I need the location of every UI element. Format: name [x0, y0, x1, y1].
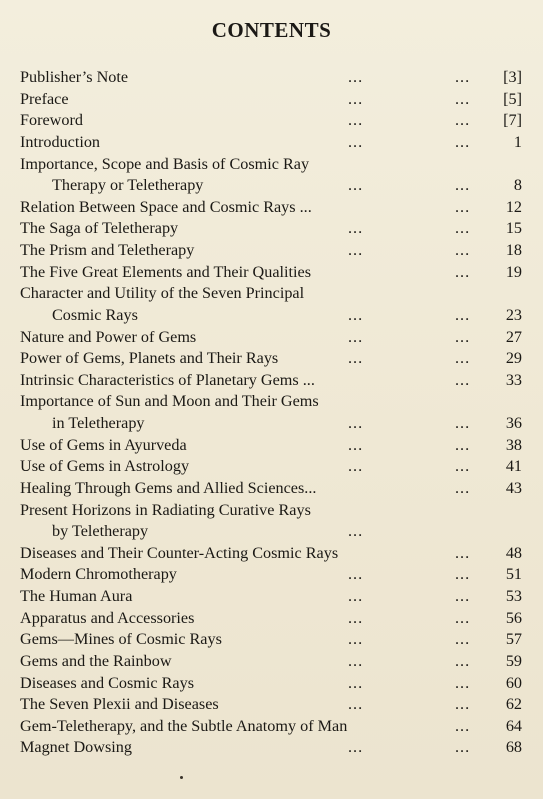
toc-title: Intrinsic Characteristics of Planetary Gems ... — [20, 370, 315, 389]
leader-dots: ... — [455, 695, 471, 714]
leader-dots: ... — [455, 111, 471, 130]
leader-dots: ... — [455, 132, 471, 151]
toc-row — [0, 262, 543, 284]
leader-dots: ... — [348, 349, 364, 368]
leader-dots: ... — [348, 738, 364, 757]
toc-row — [0, 716, 543, 738]
toc-page-number: 23 — [505, 305, 522, 324]
toc-title: in Teletherapy — [52, 414, 145, 432]
toc-page-number: 36 — [505, 414, 522, 432]
toc-row — [0, 175, 543, 197]
leader-dots: ... — [348, 608, 364, 627]
toc-row — [0, 586, 543, 608]
toc-row — [0, 564, 543, 586]
leader-dots: ... — [455, 435, 471, 454]
toc-row — [0, 629, 543, 651]
toc-page-number: 27 — [505, 327, 522, 346]
toc-title: Importance of Sun and Moon and Their Gems — [20, 392, 319, 411]
toc-page-number: 41 — [505, 457, 522, 476]
leader-dots: ... — [455, 176, 471, 195]
toc-row — [0, 110, 543, 132]
toc-row — [0, 327, 543, 349]
toc-title: Present Horizons in Radiating Curative Rays — [20, 500, 311, 519]
toc-title: The Human Aura — [20, 587, 133, 605]
leader-dots: ... — [455, 219, 471, 238]
toc-title: Modern Chromotherapy — [20, 565, 177, 584]
leader-dots: ... — [455, 349, 471, 368]
leader-dots: ... — [455, 197, 471, 216]
leader-dots: ... — [455, 651, 471, 670]
toc-page-number: 62 — [505, 695, 522, 714]
toc-row — [0, 673, 543, 695]
toc-title: Diseases and Cosmic Rays — [20, 673, 194, 692]
leader-dots: ... — [455, 305, 471, 324]
leader-dots: ... — [455, 738, 471, 757]
toc-row — [0, 89, 543, 111]
toc-row — [0, 67, 543, 89]
toc-row — [0, 391, 543, 413]
toc-title: Relation Between Space and Cosmic Rays ... — [20, 197, 312, 216]
print-speck — [180, 776, 183, 779]
toc-row — [0, 197, 543, 219]
leader-dots: ... — [455, 565, 471, 584]
toc-title: The Seven Plexii and Diseases — [20, 695, 219, 714]
leader-dots: ... — [348, 673, 364, 692]
toc-row — [0, 283, 543, 305]
leader-dots: ... — [348, 630, 364, 649]
toc-title: Magnet Dowsing — [20, 738, 132, 757]
toc-title: Apparatus and Accessories — [20, 608, 195, 627]
toc-title: Importance, Scope and Basis of Cosmic Ray — [20, 154, 310, 173]
toc-title: Foreword — [20, 111, 83, 130]
toc-title: Healing Through Gems and Allied Sciences... — [20, 478, 317, 497]
leader-dots: ... — [455, 673, 471, 692]
leader-dots: ... — [348, 435, 364, 454]
toc-title: Cosmic Rays — [52, 305, 138, 324]
toc-page-number: 51 — [505, 565, 522, 584]
leader-dots: ... — [455, 327, 471, 346]
leader-dots: ... — [348, 132, 364, 151]
toc-page-number: 12 — [505, 197, 522, 216]
leader-dots: ... — [348, 414, 364, 432]
leader-dots: ... — [455, 716, 471, 735]
leader-dots: ... — [455, 262, 471, 281]
toc-page-number: 68 — [505, 738, 522, 757]
leader-dots: ... — [348, 327, 364, 346]
toc-row — [0, 240, 543, 262]
toc-title: Preface — [20, 89, 69, 108]
toc-page-number: 59 — [505, 651, 522, 670]
toc-row — [0, 521, 543, 543]
leader-dots: ... — [348, 565, 364, 584]
leader-dots: ... — [455, 630, 471, 649]
leader-dots: ... — [348, 522, 364, 541]
toc-row — [0, 218, 543, 240]
toc-page-number: 8 — [513, 176, 522, 195]
toc-page-number: 53 — [505, 587, 522, 605]
toc-title: Gems and the Rainbow — [20, 651, 172, 670]
toc-page-number: 1 — [513, 132, 522, 151]
toc-page-number: 33 — [505, 370, 522, 389]
leader-dots: ... — [348, 176, 364, 195]
contents-heading: CONTENTS — [211, 18, 332, 42]
leader-dots: ... — [455, 587, 471, 605]
toc-title: Publisher’s Note — [20, 68, 129, 86]
toc-title: Gems—Mines of Cosmic Rays — [20, 630, 222, 649]
toc-page-number: 56 — [505, 608, 522, 627]
leader-dots: ... — [455, 543, 471, 562]
toc-page-number: 43 — [505, 478, 522, 497]
leader-dots: ... — [455, 457, 471, 476]
toc-page-number: 18 — [505, 241, 522, 259]
toc-title: Power of Gems, Planets and Their Rays — [20, 349, 279, 368]
leader-dots: ... — [348, 651, 364, 670]
leader-dots: ... — [455, 478, 471, 497]
toc-list — [0, 67, 543, 759]
leader-dots: ... — [348, 111, 364, 130]
leader-dots: ... — [348, 305, 364, 324]
toc-page-number: 64 — [505, 716, 522, 735]
toc-page-number: 38 — [505, 435, 522, 454]
toc-page-number: [5] — [503, 89, 522, 108]
toc-title: Use of Gems in Astrology — [20, 457, 190, 476]
toc-row — [0, 154, 543, 176]
toc-title: Introduction — [20, 132, 101, 151]
toc-page-number: 60 — [505, 673, 522, 692]
toc-row — [0, 543, 543, 565]
toc-title: Therapy or Teletherapy — [52, 176, 204, 195]
toc-title: Diseases and Their Counter-Acting Cosmic Rays — [20, 543, 339, 562]
toc-page-number: 57 — [505, 630, 522, 649]
toc-page-number: 48 — [505, 543, 522, 562]
toc-title: Nature and Power of Gems — [20, 327, 197, 346]
toc-page-number: 29 — [505, 349, 522, 368]
toc-title: The Saga of Teletherapy — [20, 219, 179, 238]
leader-dots: ... — [455, 89, 471, 108]
toc-row — [0, 435, 543, 457]
leader-dots: ... — [455, 68, 471, 86]
toc-title: by Teletherapy — [52, 522, 149, 541]
leader-dots: ... — [348, 89, 364, 108]
toc-row — [0, 132, 543, 154]
toc-row — [0, 413, 543, 435]
leader-dots: ... — [348, 241, 364, 259]
toc-row — [0, 651, 543, 673]
leader-dots: ... — [455, 414, 471, 432]
leader-dots: ... — [455, 608, 471, 627]
leader-dots: ... — [348, 587, 364, 605]
toc-page-number: [7] — [503, 111, 522, 130]
leader-dots: ... — [348, 219, 364, 238]
toc-row — [0, 478, 543, 500]
toc-page-number: 15 — [505, 219, 522, 238]
leader-dots: ... — [348, 695, 364, 714]
toc-title: The Five Great Elements and Their Qualities — [20, 262, 311, 281]
toc-row — [0, 737, 543, 759]
leader-dots: ... — [455, 370, 471, 389]
toc-row — [0, 370, 543, 392]
toc-row — [0, 500, 543, 522]
toc-row — [0, 456, 543, 478]
leader-dots: ... — [348, 457, 364, 476]
toc-row — [0, 694, 543, 716]
toc-title: Character and Utility of the Seven Principal — [20, 284, 305, 303]
toc-title: The Prism and Teletherapy — [20, 241, 195, 259]
toc-row — [0, 305, 543, 327]
toc-page-number: [3] — [503, 68, 522, 86]
toc-row — [0, 348, 543, 370]
leader-dots: ... — [348, 68, 364, 86]
toc-row — [0, 608, 543, 630]
leader-dots: ... — [455, 241, 471, 259]
toc-title: Gem-Teletherapy, and the Subtle Anatomy of Man — [20, 716, 348, 735]
toc-page-number: 19 — [505, 262, 522, 281]
toc-title: Use of Gems in Ayurveda — [20, 435, 187, 454]
